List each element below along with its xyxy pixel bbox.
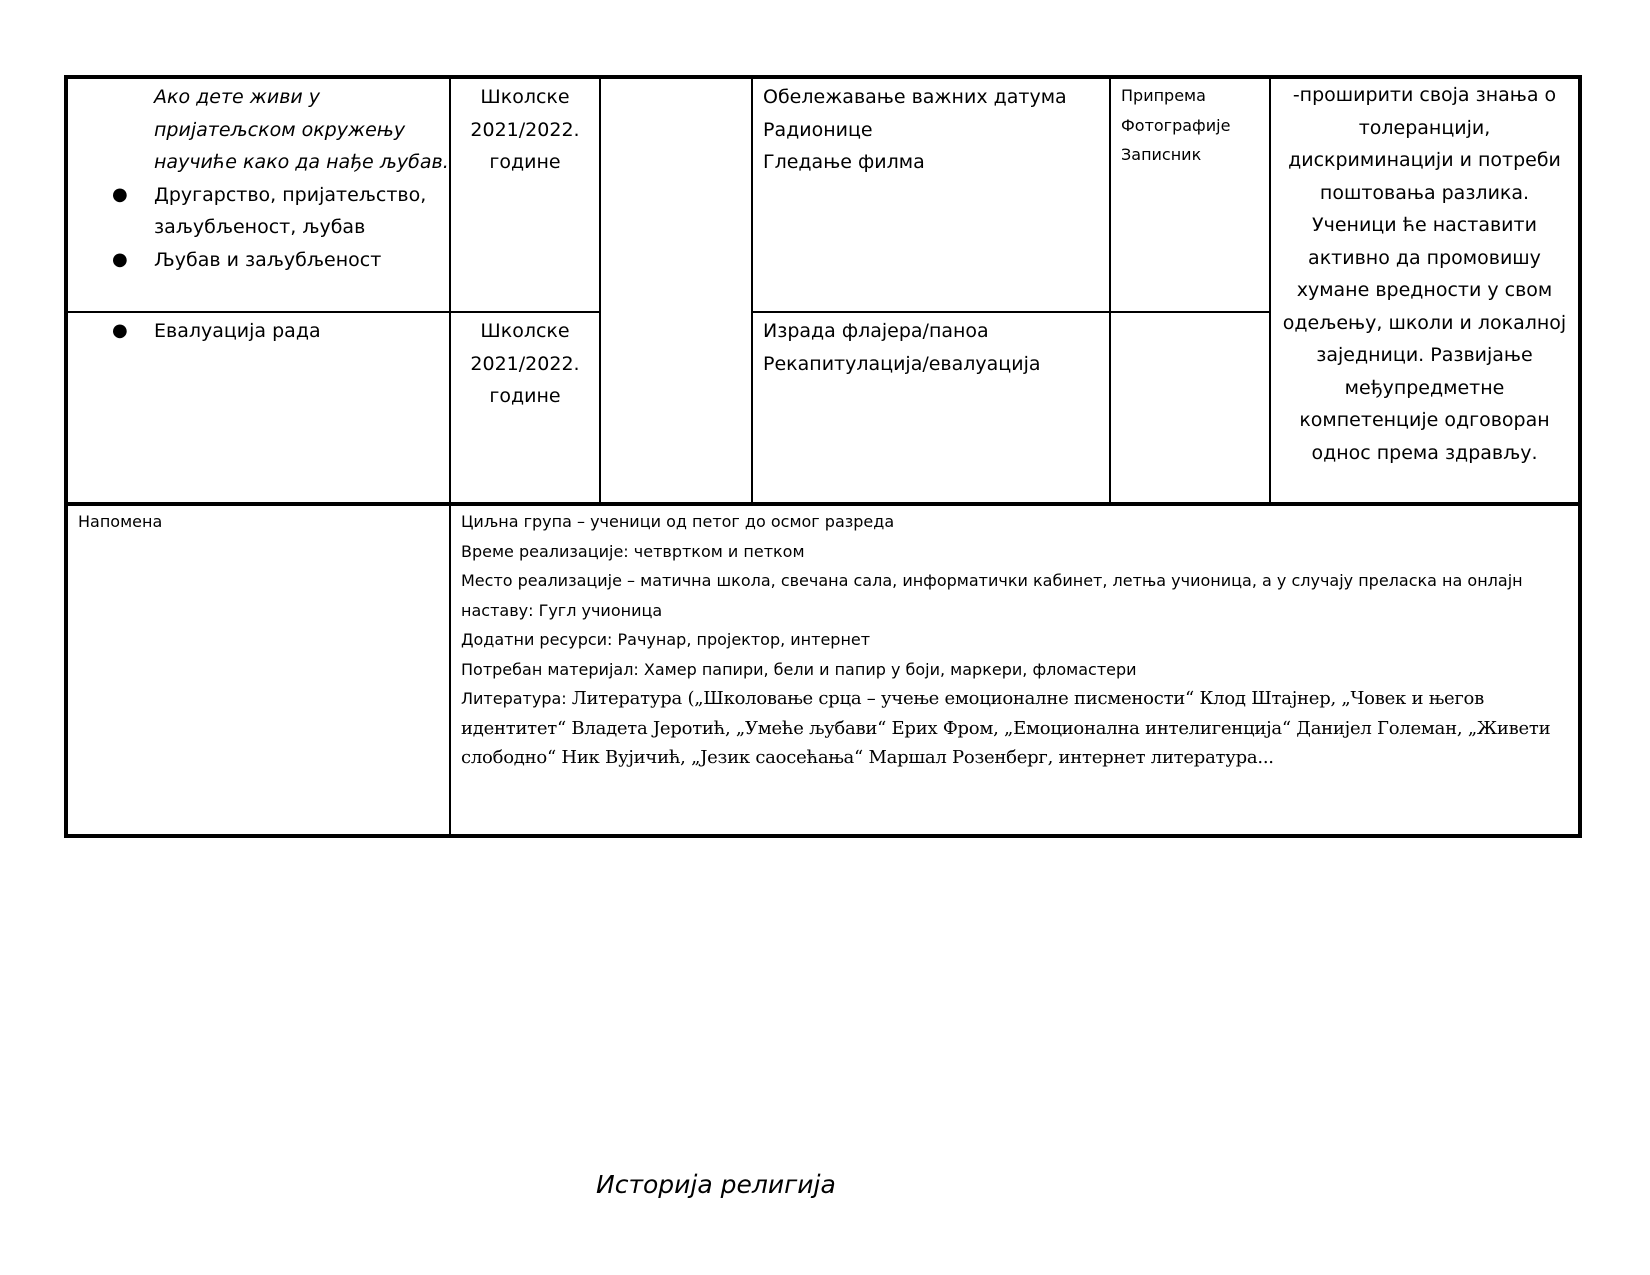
time-cell [451,81,599,179]
literature-label: Литература: [461,689,572,708]
column-divider [599,79,601,502]
literature [461,684,1570,773]
note-line: Место реализације – матична школа, свечана сала, информатички кабинет, летња учионица, а у случају преласка на онлајн наставу: Гугл учионица [461,571,1523,620]
topic-item: Љубав и заљубљеност [154,248,382,271]
topic-item: Евалуација рада [154,320,321,342]
bullet-icon: ● [112,320,128,341]
activities-cell [753,81,1109,179]
list-item [68,244,449,277]
activity-line: Рекапитулација/евалуација [763,352,1041,375]
list-item [68,179,449,244]
time-line: 2021/2022. [470,352,580,375]
plan-table [64,75,1582,838]
note-line: Додатни ресурси: Рачунар, пројектор, интернет [461,630,871,649]
list-item [68,315,449,348]
literature-text: Литература („Школовање срца – учење емоционалне писмености“ Клод Штајнер, „Човек и његов идентитет“ Владета Јеротић, „Умеће љубави“ Ерих Фром, „Емоционална интелигенција“ Данијел Големан, „Живети слободно“ Ник Вујичић, „Језик саосећања“ Маршал Розенберг, интернет литература... [461,688,1551,768]
section-heading: Историја религија [596,1170,836,1199]
note-line: Време реализације: четвртком и петком [461,541,805,561]
topic-item: Другарство, пријатељство, заљубљеност, љубав [154,183,427,238]
activity-line: Обележавање важних датума [763,86,1067,108]
evidence-line: Записник [1121,145,1202,164]
row-divider [751,311,1270,313]
note-label: Напомена [78,512,163,531]
evidence-line: Припрема [1121,86,1206,105]
note-line: Циљна група – ученици од петог до осмог разреда [461,512,895,531]
row-divider [68,311,599,313]
time-line: 2021/2022. [470,118,580,141]
topic-cell [68,315,449,348]
section-divider [68,502,1578,506]
outcomes-text: -проширити своја знања о толеранцији, дискриминацији и потреби поштовања разлика. Ученици ће наставити активно да промовишу хумане вредности у свом одељењу, школи и локалној заједници. Развијање међупредметне компетенције одговоран однос према здрављу. [1282,84,1567,464]
outcomes-cell [1271,79,1578,469]
evidence-cell [1111,81,1269,170]
time-line: Школске [480,320,570,342]
note-line: Потребан материјал: Хамер папири, бели и папир у боји, маркери, фломастери [461,659,1137,679]
time-line: Школске [480,86,570,108]
activity-line: Израда флајера/паноа [763,320,989,342]
bullet-icon: ● [112,248,128,270]
bullet-icon: ● [112,183,128,205]
topic-intro: Ако дете живи у пријатељском окружењу научиће како да нађе љубав. [154,86,449,173]
activity-line: Радионице [763,118,873,141]
topic-cell [68,81,449,276]
note-content [451,507,1578,773]
time-line: године [489,151,561,173]
time-cell [451,315,599,413]
time-line: године [489,385,561,407]
evidence-line: Фотографије [1121,115,1231,135]
activity-line: Гледање филма [763,151,925,173]
activities-cell [753,315,1109,380]
